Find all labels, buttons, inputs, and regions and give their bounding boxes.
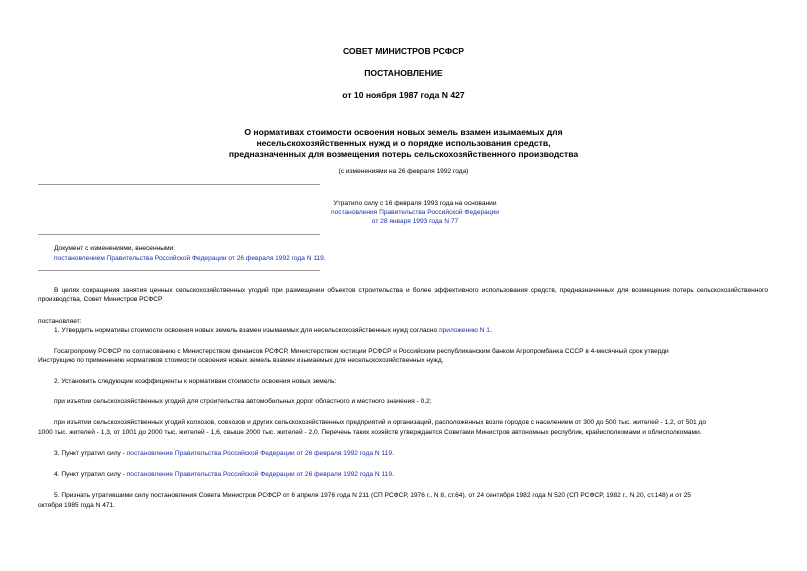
- title-line-3: предназначенных для возмещения потерь сельскохозяйственного производства: [228, 149, 579, 160]
- coefficient-farms-line-1: при изъятии сельскохозяйственных угодий колхозов, совхозов и других сельскохозяйственных предприятий и организаций, расположенных возле городов с населением от 300 до 500 тыс. жителей - 1,2, от 501 до: [54, 419, 707, 426]
- edition-note: (с изменениями на 26 февраля 1992 года): [338, 168, 469, 175]
- lost-force-link-2[interactable]: от 28 января 1993 года N 77: [371, 218, 459, 225]
- title-line-1: О нормативах стоимости освоения новых земель взамен изымаемых для: [244, 127, 563, 137]
- item-1-paragraph: [54, 326, 492, 335]
- appendix-1-link[interactable]: приложению N 1: [439, 327, 490, 334]
- divider: [38, 234, 320, 235]
- divider: [38, 184, 320, 185]
- item-2-paragraph: 2. Установить следующие коэффициенты к нормативам стоимости освоения новых земель:: [54, 378, 337, 385]
- item-5-line-2: октября 1985 года N 471.: [38, 502, 116, 509]
- item-3-text: 3. Пункт утратил силу -: [54, 450, 127, 457]
- date-number-heading: от 10 ноября 1987 года N 427: [342, 90, 465, 100]
- amendments-suffix: .: [323, 255, 326, 262]
- amendments-link[interactable]: постановлением Правительства Российской Федерации от 26 февраля 1992 года N 119: [54, 255, 324, 262]
- item-4-link[interactable]: постановление Правительства Российской Федерации от 26 февраля 1992 года N 119: [126, 471, 393, 478]
- decrees-word: постановляет:: [38, 318, 82, 325]
- gosagroprom-line-1: Госагропрому РСФСР по согласованию с Министерством финансов РСФСР, Министерством юстиции РСФСР и Российским республиканским банком Агропромбанка СССР в 4-месячный срок утверди: [54, 348, 669, 355]
- document-title: [0, 127, 807, 161]
- coefficient-farms-line-2: 1000 тыс. жителей - 1,3, от 1001 до 2000 тыс. жителей - 1,6, свыше 2000 тыс. жителей - 2,0. Перечень таких хозяйств утверждается Советами Министров автономных республик, крайисполкомами и облисполкомами.: [38, 429, 702, 436]
- divider: [38, 270, 320, 271]
- item-3-link[interactable]: постановление Правительства Российской Федерации от 26 февраля 1992 года N 119: [126, 450, 393, 457]
- item-3-end: .: [392, 450, 394, 457]
- amendments-line: [54, 254, 326, 263]
- document-type-heading: ПОСТАНОВЛЕНИЕ: [364, 68, 443, 78]
- lost-force-link-1[interactable]: постановления Правительства Российской Федерации: [331, 209, 499, 216]
- coefficient-roads: при изъятии сельскохозяйственных угодий для строительства автомобильных дорог областного и местного значения - 0,2;: [54, 398, 432, 405]
- item-1-end: .: [489, 327, 492, 334]
- preamble-paragraph: В целях сокращения занятия ценных сельскохозяйственных угодий при размещении объектов строительства и более эффективного использования средств, предназначенных для возмещения потерь сельскохозяйственного производства, Совет Министров РСФСР: [38, 287, 768, 304]
- item-3-paragraph: [54, 449, 394, 458]
- title-line-2: несельскохозяйственных нужд и о порядке использования средств,: [256, 138, 551, 149]
- amendments-label: Документ с изменениями, внесенными:: [54, 245, 176, 252]
- lost-force-text: Утратило силу с 16 февраля 1993 года на основании: [333, 200, 497, 207]
- item-4-paragraph: [54, 470, 394, 479]
- gosagroprom-line-2: Инструкцию по применению нормативов стоимости освоения новых земель взамен изымаемых для несельскохозяйственных нужд.: [38, 357, 444, 364]
- lost-force-notice: [250, 199, 580, 226]
- item-4-end: .: [392, 471, 394, 478]
- item-1-text: 1. Утвердить нормативы стоимости освоения новых земель взамен изымаемых для несельскохозяйственных нужд согласно: [54, 327, 440, 334]
- issuer-heading: СОВЕТ МИНИСТРОВ РСФСР: [342, 46, 465, 56]
- item-4-text: 4. Пункт утратил силу -: [54, 471, 127, 478]
- item-5-line-1: 5. Признать утратившими силу постановления Совета Министров РСФСР от 6 апреля 1976 года N 211 (СП РСФСР, 1976 г., N 8, ст.64), от 24 сентября 1982 года N 520 (СП РСФСР, 1982 г., N 20, ст.148) и от 25: [54, 492, 691, 499]
